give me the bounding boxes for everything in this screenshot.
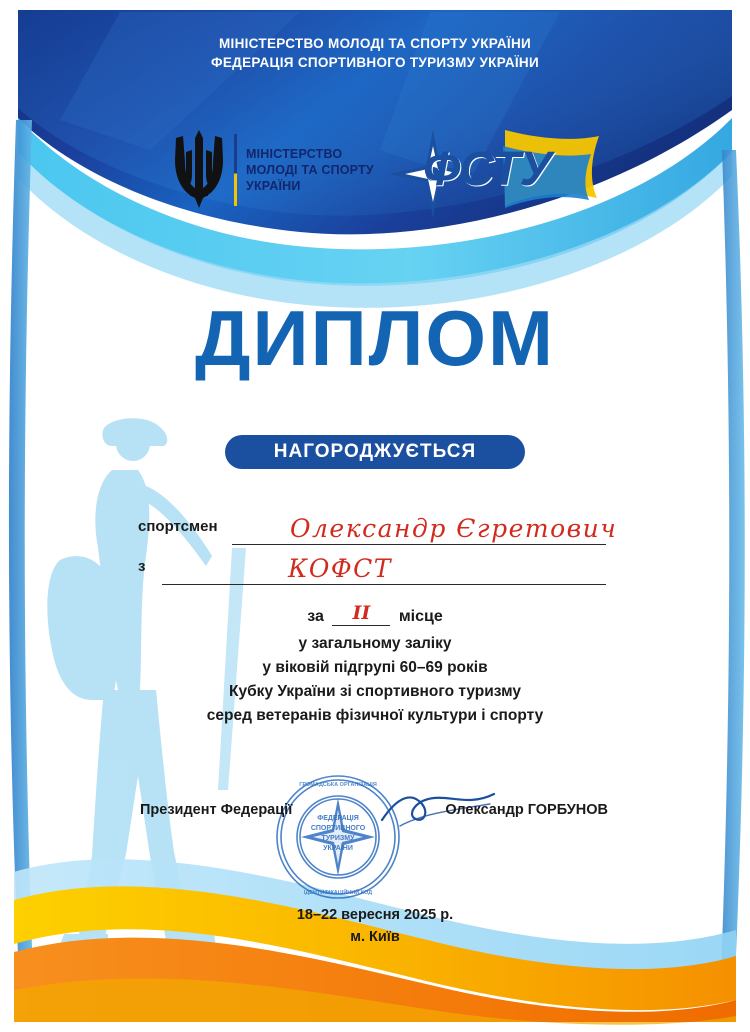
signature-name: Олександр ГОРБУНОВ <box>445 802 608 818</box>
athlete-field-row <box>138 513 618 547</box>
athlete-field-line <box>232 544 606 546</box>
svg-text:ТУРИЗМУ: ТУРИЗМУ <box>321 835 355 842</box>
athlete-value: Олександр Єгретович <box>290 514 618 543</box>
award-ribbon <box>225 435 525 469</box>
award-line-1: у загальному заліку <box>298 635 452 652</box>
logo-divider <box>234 134 237 206</box>
footer-date: 18–22 вересня 2025 р. <box>296 907 454 923</box>
place-value: II <box>352 602 371 624</box>
athlete-label: спортсмен <box>138 518 218 535</box>
ministry-text-line-1: МІНІСТЕРСТВО <box>246 147 343 161</box>
fstu-label: ФСТУ <box>423 143 552 196</box>
svg-text:СПОРТИВНОГО: СПОРТИВНОГО <box>310 825 366 832</box>
place-prefix: за <box>307 608 324 625</box>
ministry-logo <box>168 128 374 212</box>
place-suffix: місце <box>398 608 443 625</box>
award-line-2: у віковій підгрупі 60–69 років <box>262 659 488 676</box>
svg-text:ГРОМАДСЬКА ОРГАНІЗАЦІЯ: ГРОМАДСЬКА ОРГАНІЗАЦІЯ <box>299 782 377 788</box>
award-description <box>0 632 750 728</box>
header-ministry-lines <box>0 34 750 72</box>
ministry-logo-text <box>246 146 374 194</box>
logos-row <box>0 128 750 218</box>
fstu-logo <box>385 124 615 224</box>
ribbon-label: НАГОРОДЖУЄТЬСЯ <box>273 441 477 462</box>
svg-text:ФЕДЕРАЦІЯ: ФЕДЕРАЦІЯ <box>317 815 359 822</box>
signature-role: Президент Федерації <box>140 802 293 818</box>
team-value: КОФСТ <box>288 554 392 583</box>
svg-text:УКРАЇНИ: УКРАЇНИ <box>323 845 353 852</box>
team-field-line <box>162 584 606 586</box>
team-field-row <box>138 553 606 587</box>
svg-text:ІДЕНТИФІКАЦІЙНИЙ КОД: ІДЕНТИФІКАЦІЙНИЙ КОД <box>303 890 373 896</box>
ministry-text-line-3: УКРАЇНИ <box>246 179 301 193</box>
award-line-4: серед ветеранів фізичної культури і спорту <box>206 707 544 724</box>
page-title: ДИПЛОМ <box>194 294 556 382</box>
award-line-3: Кубку України зі спортивного туризму <box>229 683 521 700</box>
footer-city: м. Київ <box>350 929 400 945</box>
ukraine-trident-icon <box>168 128 230 212</box>
signature-row <box>0 802 750 826</box>
header-line-2: ФЕДЕРАЦІЯ СПОРТИВНОГО ТУРИЗМУ УКРАЇНИ <box>211 55 539 70</box>
ministry-text-line-2: МОЛОДІ ТА СПОРТУ <box>246 163 374 177</box>
header-line-1: МІНІСТЕРСТВО МОЛОДІ ТА СПОРТУ УКРАЇНИ <box>218 36 532 51</box>
place-blank <box>332 602 390 626</box>
place-line <box>0 602 750 626</box>
footer-block <box>0 904 750 948</box>
team-label: з <box>138 558 146 575</box>
